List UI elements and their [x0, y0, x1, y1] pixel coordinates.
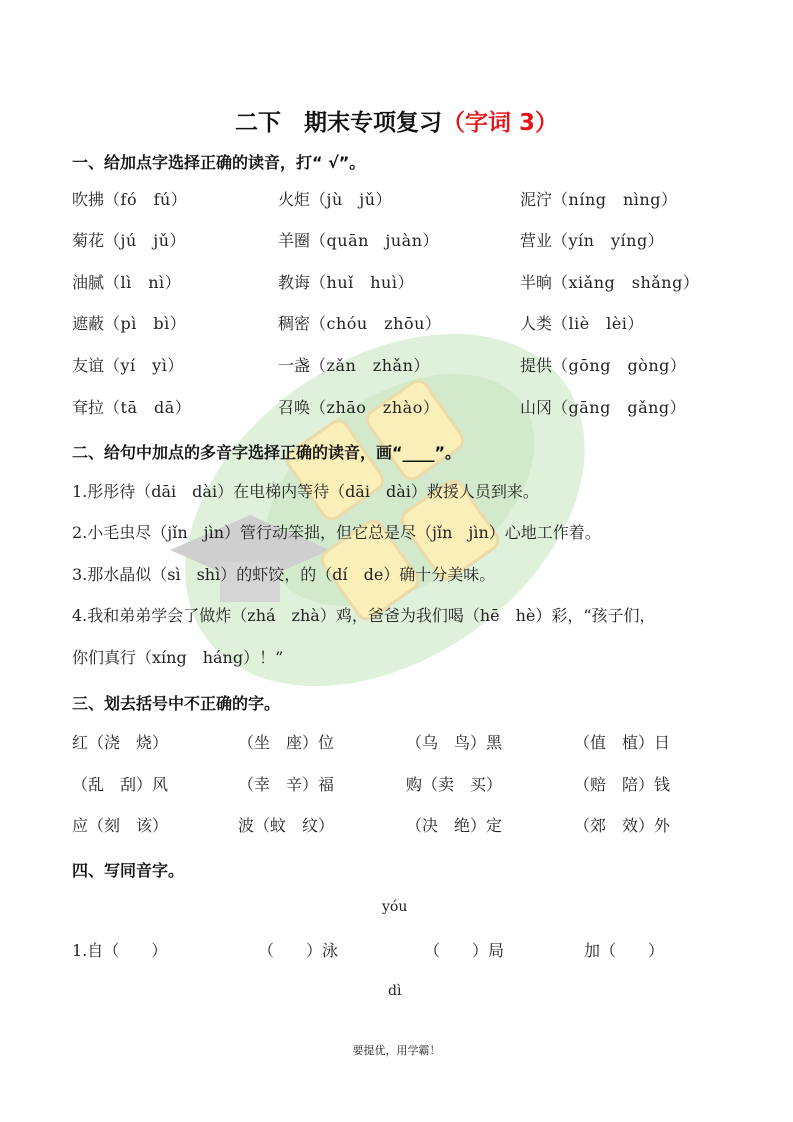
section-2-heading: 二、给句中加点的多音字选择正确的读音，画“____”。 — [72, 443, 462, 462]
char-choice-item[interactable]: （坐 座）位 — [238, 733, 335, 752]
pinyin-options[interactable]: （tā dā） — [104, 398, 192, 417]
pinyin-options[interactable]: （liè lèi） — [552, 314, 644, 333]
pinyin-options[interactable]: （huǐ huì） — [310, 273, 414, 292]
pronunciation-item — [520, 311, 644, 334]
pinyin-options[interactable]: （chóu zhōu） — [310, 314, 442, 333]
pinyin-options[interactable]: （fó fú） — [104, 190, 188, 209]
homophone-cell: （ ）泳 — [258, 941, 339, 960]
char-choice-item[interactable]: （乌 鸟）黑 — [406, 733, 503, 752]
pinyin-options[interactable]: （níng nìng） — [552, 190, 678, 209]
word: 油腻 — [72, 273, 105, 292]
pinyin-options[interactable]: （quān juàn） — [310, 231, 440, 250]
homophone-cell: （ ）局 — [424, 941, 505, 960]
section-3-heading: 三、划去括号中不正确的字。 — [72, 694, 281, 713]
pronunciation-item — [278, 270, 414, 293]
word: 教诲 — [278, 273, 311, 292]
page-title — [0, 104, 793, 137]
char-choice-row — [72, 730, 732, 754]
pinyin-options[interactable]: （lì nì） — [104, 273, 182, 292]
word: 召唤 — [278, 398, 311, 417]
pinyin-options[interactable]: （yín yíng） — [552, 231, 665, 250]
word: 稠密 — [278, 314, 311, 333]
pinyin-options[interactable]: （jù jǔ） — [310, 190, 393, 209]
pronunciation-item — [72, 311, 186, 334]
section-1-heading: 一、给加点字选择正确的读音，打“ √”。 — [72, 153, 366, 172]
pronunciation-item — [72, 353, 184, 376]
sentence-4: 4.我和弟弟学会了做炸（zhá zhà）鸡，爸爸为我们喝（hē hè）彩，“孩子们， — [72, 606, 656, 625]
pronunciation-item — [520, 187, 677, 210]
word: 提供 — [520, 356, 553, 375]
pinyin-options[interactable]: （jú jǔ） — [104, 231, 187, 250]
word: 人类 — [520, 314, 553, 333]
word: 半晌 — [520, 273, 553, 292]
pronunciation-item — [72, 270, 181, 293]
title-sub: （字词 3） — [441, 110, 558, 136]
pronunciation-item — [520, 395, 686, 418]
char-choice-item[interactable]: （乱 刮）风 — [72, 775, 169, 794]
pinyin-options[interactable]: （gōng gòng） — [552, 356, 687, 375]
pinyin-options[interactable]: （pì bì） — [104, 314, 187, 333]
sentence-4-cont: 你们真行（xíng háng）！” — [72, 648, 284, 667]
pinyin-options[interactable]: （zǎn zhǎn） — [310, 356, 430, 375]
pinyin-you: yóu — [382, 899, 408, 915]
pronunciation-item — [520, 228, 664, 251]
pronunciation-row — [72, 270, 732, 294]
homophone-row-1 — [72, 938, 732, 962]
pronunciation-item — [278, 228, 439, 251]
word: 菊花 — [72, 231, 105, 250]
pronunciation-item — [72, 228, 186, 251]
pronunciation-item — [520, 270, 699, 293]
pinyin-di: dì — [388, 983, 402, 999]
sentence-2: 2.小毛虫尽（jǐn jìn）管行动笨拙，但它总是尽（jǐn jìn）心地工作着。 — [72, 523, 601, 542]
word: 耷拉 — [72, 398, 105, 417]
sentence-1: 1.彤彤待（dāi dài）在电梯内等待（dāi dài）救援人员到来。 — [72, 482, 539, 501]
pronunciation-item — [520, 353, 686, 376]
char-choice-item[interactable]: （幸 辛）福 — [238, 775, 335, 794]
pronunciation-item — [278, 311, 441, 334]
homophone-cell: 1.自（ ） — [72, 941, 168, 960]
word: 泥泞 — [520, 190, 553, 209]
word: 山冈 — [520, 398, 553, 417]
pinyin-options[interactable]: （xiǎng shǎng） — [552, 273, 700, 292]
char-choice-item[interactable]: （决 绝）定 — [406, 816, 503, 835]
pronunciation-row — [72, 353, 732, 377]
title-main: 二下 期末专项复习 — [234, 110, 442, 136]
char-choice-item[interactable]: 波（蚊 纹） — [238, 816, 335, 835]
char-choice-row — [72, 813, 732, 837]
word: 吹拂 — [72, 190, 105, 209]
pronunciation-item — [72, 395, 191, 418]
char-choice-item[interactable]: （郊 效）外 — [574, 816, 671, 835]
sentence-3: 3.那水晶似（sì shì）的虾饺，的（dí de）确十分美味。 — [72, 565, 496, 584]
pinyin-options[interactable]: （zhāo zhào） — [310, 398, 440, 417]
pinyin-options[interactable]: （yí yì） — [104, 356, 184, 375]
pronunciation-row — [72, 311, 732, 335]
word: 一盏 — [278, 356, 311, 375]
pronunciation-item — [72, 187, 187, 210]
word: 友谊 — [72, 356, 105, 375]
pronunciation-row — [72, 395, 732, 419]
char-choice-item[interactable]: （值 植）日 — [574, 733, 671, 752]
pronunciation-row — [72, 228, 732, 252]
footer-slogan: 要提优，用学霸！ — [352, 1044, 441, 1057]
pronunciation-item — [278, 187, 392, 210]
homophone-cell: 加（ ） — [584, 941, 665, 960]
char-choice-item[interactable]: （赔 陪）钱 — [574, 775, 671, 794]
pinyin-options[interactable]: （gāng gǎng） — [552, 398, 687, 417]
word: 营业 — [520, 231, 553, 250]
word: 火炬 — [278, 190, 311, 209]
pronunciation-row — [72, 187, 732, 211]
char-choice-item[interactable]: 应（刻 该） — [72, 816, 169, 835]
char-choice-item[interactable]: 购（卖 买） — [406, 775, 503, 794]
char-choice-item[interactable]: 红（浇 烧） — [72, 733, 169, 752]
word: 遮蔽 — [72, 314, 105, 333]
pronunciation-item — [278, 353, 430, 376]
char-choice-row — [72, 772, 732, 796]
section-4-heading: 四、写同音字。 — [72, 861, 185, 880]
pronunciation-item — [278, 395, 439, 418]
word: 羊圈 — [278, 231, 311, 250]
